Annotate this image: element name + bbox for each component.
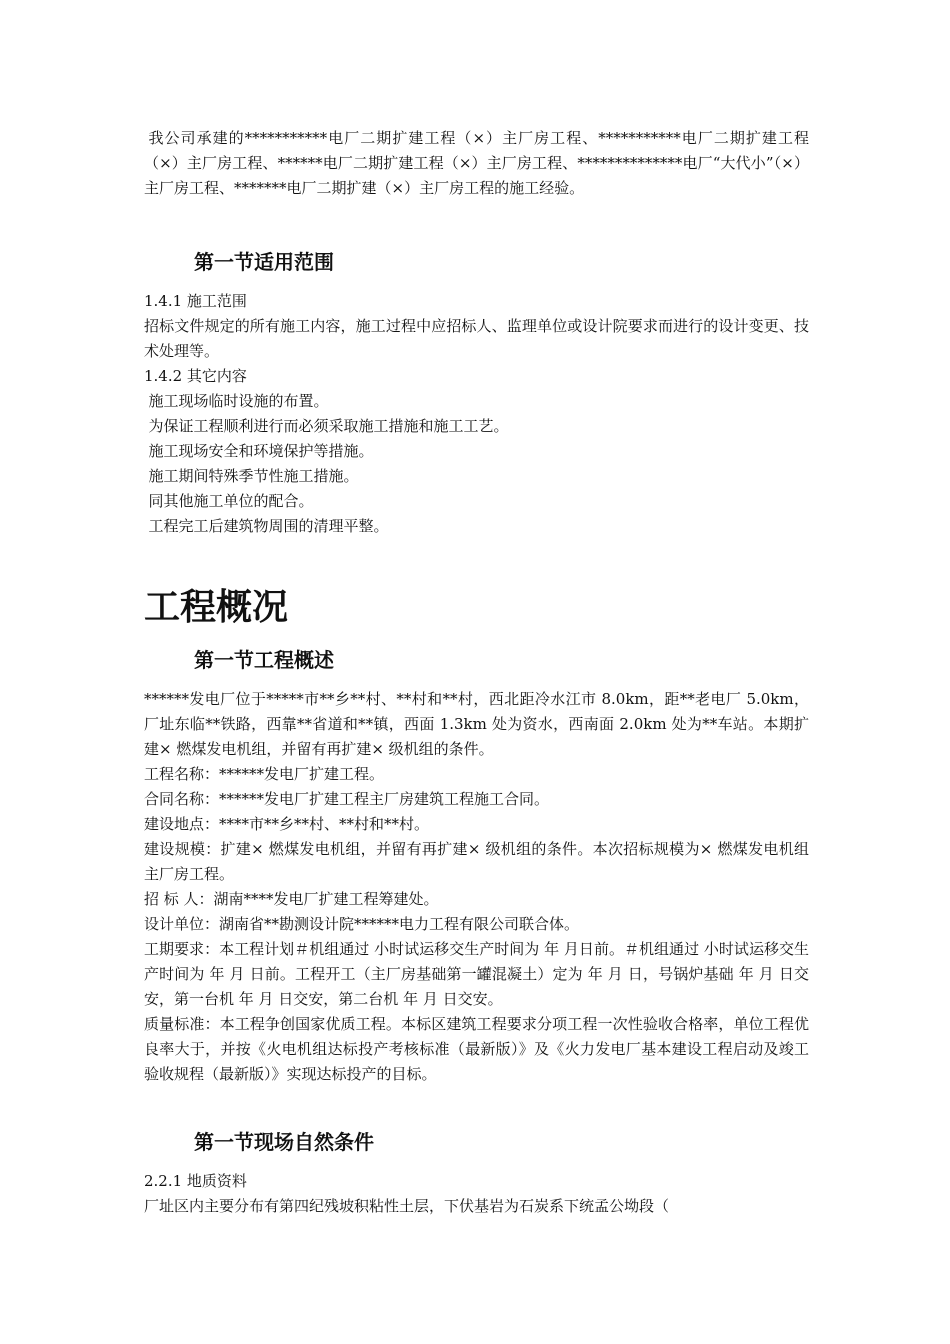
construction-scale: 建设规模：扩建× 燃煤发电机组，并留有再扩建× 级机组的条件。本次招标规模为× 燃煤发电机组主厂房工程。 <box>144 840 809 883</box>
section-heading-natural-conditions: 第一节现场自然条件 <box>194 1130 374 1154</box>
subsection-title-construction-scope: 1.4.1 施工范围 <box>144 292 247 310</box>
design-unit: 设计单位：湖南省**勘测设计院******电力工程有限公司联合体。 <box>144 915 580 933</box>
list-item: 同其他施工单位的配合。 <box>148 492 314 510</box>
subsection-title-geology: 2.2.1 地质资料 <box>144 1172 247 1190</box>
tenderer: 招 标 人：湖南****发电厂扩建工程筹建处。 <box>144 890 439 908</box>
section-heading-overview: 第一节工程概述 <box>194 648 334 672</box>
construction-scope-text: 招标文件规定的所有施工内容，施工过程中应招标人、监理单位或设计院要求而进行的设计变更、技术处理等。 <box>144 317 809 360</box>
schedule-requirements: 工期要求：本工程计划＃机组通过 小时试运移交生产时间为 年 月日前。＃机组通过 小时试运移交生产时间为 年 月 日前。工程开工（主厂房基础第一罐混凝土）定为 年 月 日，号锅炉基础 年 月 日交安，第一台机 年 月 日交安，第二台机 年 月 日交安。 <box>144 940 809 1008</box>
construction-location: 建设地点：****市**乡**村、**村和**村。 <box>144 815 430 833</box>
section-heading-scope: 第一节适用范围 <box>194 250 334 274</box>
quality-standard: 质量标准：本工程争创国家优质工程。本标区建筑工程要求分项工程一次性验收合格率，单位工程优良率大于，并按《火电机组达标投产考核标准（最新版）》及《火力发电厂基本建设工程启动及竣工验收规程（最新版）》实现达标投产的目标。 <box>144 1015 809 1083</box>
subsection-title-other-content: 1.4.2 其它内容 <box>144 367 247 385</box>
geology-text: 厂址区内主要分布有第四纪残坡积粘性土层，下伏基岩为石炭系下统孟公坳段（ <box>144 1197 670 1215</box>
document-body <box>144 126 809 1219</box>
list-item: 为保证工程顺利进行而必须采取施工措施和施工工艺。 <box>148 417 509 435</box>
intro-paragraph: 我公司承建的***********电厂二期扩建工程（×）主厂房工程、***********电厂二期扩建工程（×）主厂房工程、******电厂二期扩建工程（×）主厂房工程、**************电厂“大代小”（×）主厂房工程、*******电厂二期扩建（×）主厂房工程的施工经验。 <box>144 129 809 197</box>
list-item: 施工现场安全和环境保护等措施。 <box>148 442 374 460</box>
list-item: 施工现场临时设施的布置。 <box>148 392 329 410</box>
chapter-title: 工程概况 <box>144 587 289 628</box>
list-item: 施工期间特殊季节性施工措施。 <box>148 467 359 485</box>
project-name: 工程名称：******发电厂扩建工程。 <box>144 765 385 783</box>
contract-name: 合同名称：******发电厂扩建工程主厂房建筑工程施工合同。 <box>144 790 550 808</box>
list-item: 工程完工后建筑物周围的清理平整。 <box>148 517 389 535</box>
overview-paragraph: ******发电厂位于*****市**乡**村、**村和**村，西北距冷水江市 8.0km，距**老电厂 5.0km，厂址东临**铁路，西靠**省道和**镇，西面 1.3km 处为资水，西南面 2.0km 处为**车站。本期扩建× 燃煤发电机组，并留有再扩建× 级机组的条件。 <box>144 690 809 758</box>
